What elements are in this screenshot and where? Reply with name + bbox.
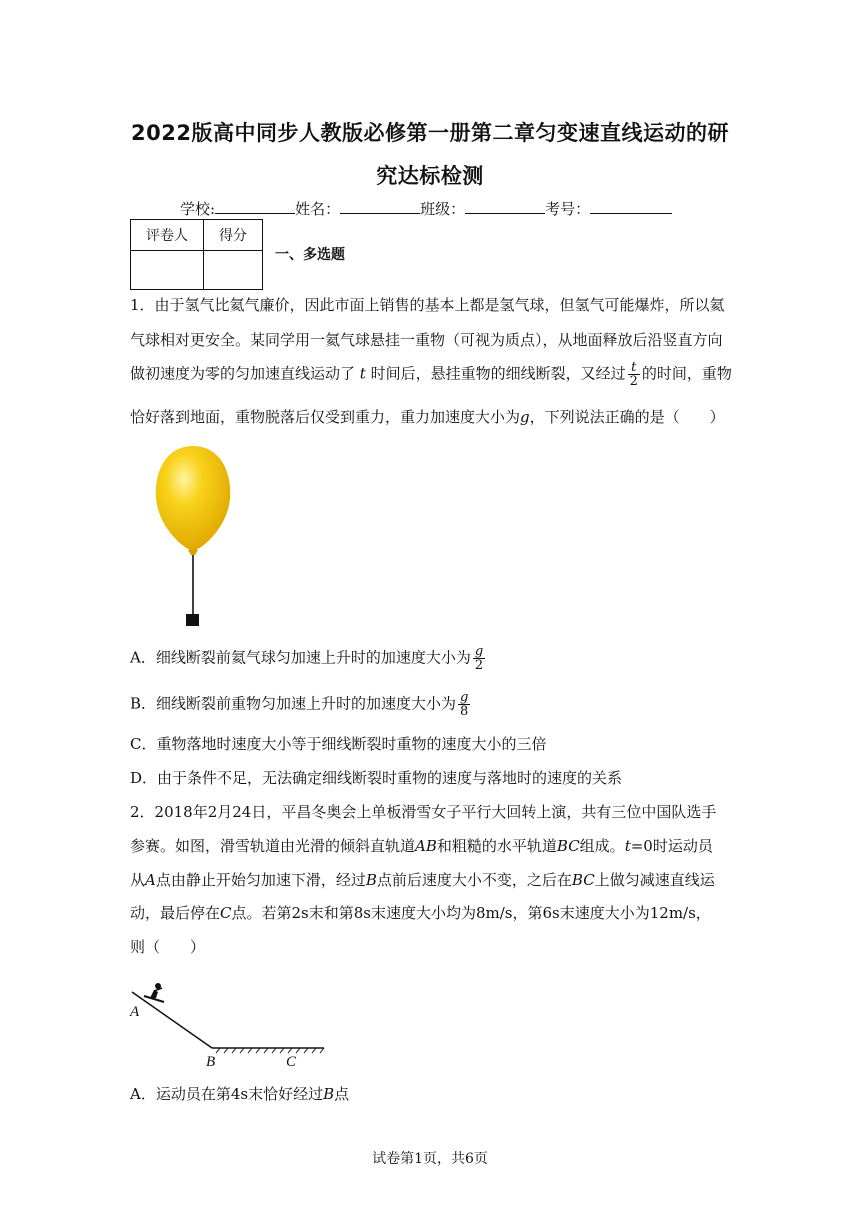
class-blank[interactable] xyxy=(465,199,545,214)
school-blank[interactable] xyxy=(215,199,295,214)
q2-var-ab: AB xyxy=(415,837,437,855)
q1-line-3 xyxy=(130,361,732,388)
q1-line-3-text-c: 的时间，重物 xyxy=(641,364,732,383)
page-title-line-1: 2022版高中同步人教版必修第一册第二章匀变速直线运动的研 xyxy=(131,121,729,145)
q2-line-3: 从A点由静止开始匀加速下滑，经过B点前后速度大小不变，之后在BC上做匀减速直线运 xyxy=(130,871,715,889)
q1-line-3-text-a: 做初速度为零的匀加速直线运动了 xyxy=(130,364,356,383)
name-label: 姓名： xyxy=(295,200,341,218)
q1-line-3-text-b: 时间后，悬挂重物的细线断裂，又经过 xyxy=(370,364,626,383)
q1-line-4-text-b: ，下列说法正确的是（ ） xyxy=(529,408,725,426)
q2-line-5: 则（ ） xyxy=(130,938,206,956)
grader-header: 评卷人 xyxy=(131,220,204,251)
grade-table xyxy=(130,219,263,290)
score-header: 得分 xyxy=(204,220,263,251)
balloon-knot xyxy=(188,550,198,555)
incline-track-ab xyxy=(132,992,212,1048)
q2-line-4: 动，最后停在C点。若第2s末和第8s末速度大小均为8m/s，第6s末速度大小为12m/s， xyxy=(130,904,711,922)
q1-option-d[interactable]: D．由于条件不足，无法确定细线断裂时重物的速度与落地时的速度的关系 xyxy=(130,769,623,787)
q1-line-2: 气球相对更安全。某同学用一氦气球悬挂一重物（可视为质点），从地面释放后沿竖直方向 xyxy=(130,331,723,349)
q1-line-1: 1．由于氢气比氦气廉价，因此市面上销售的基本上都是氢气球，但氢气可能爆炸，所以氦 xyxy=(130,296,725,314)
balloon-body xyxy=(156,446,230,550)
q1-option-b-fraction: $\frac{g}{8}$ xyxy=(460,690,469,719)
label-a: A xyxy=(130,1004,140,1020)
page-footer: 试卷第1页，共6页 xyxy=(372,1151,488,1167)
q1-option-c[interactable]: C．重物落地时速度大小等于细线断裂时重物的速度大小的三倍 xyxy=(130,735,547,753)
balloon-figure xyxy=(148,444,238,630)
q1-var-t: t xyxy=(359,364,366,383)
q1-option-a[interactable]: A．细线断裂前氦气球匀加速上升时的加速度大小为 $\frac{g}{2}$ xyxy=(130,644,484,673)
q2-line-2: 参赛。如图，滑雪轨道由光滑的倾斜直轨道AB和粗糙的水平轨道BC组成。t=0时运动员 xyxy=(130,837,713,855)
label-b: B xyxy=(206,1054,216,1070)
grader-cell[interactable] xyxy=(131,251,204,290)
q2-var-t: t xyxy=(624,837,631,855)
ski-track-figure xyxy=(128,978,328,1070)
q1-fraction-t-over-2: $\frac{t}{2}$ xyxy=(629,360,638,389)
q1-line-4 xyxy=(130,410,725,425)
score-cell[interactable] xyxy=(204,251,263,290)
q1-line-4-text-a: 恰好落到地面，重物脱落后仅受到重力，重力加速度大小为 xyxy=(130,408,521,426)
class-label: 班级： xyxy=(420,200,466,218)
q1-option-a-fraction: $\frac{g}{2}$ xyxy=(474,644,484,673)
skier-icon xyxy=(144,983,164,1002)
section-title-multiple-choice: 一、多选题 xyxy=(275,247,345,263)
label-c: C xyxy=(286,1054,297,1070)
q2-option-a[interactable]: A．运动员在第4s末恰好经过B点 xyxy=(130,1085,350,1103)
q1-var-g: g xyxy=(520,408,530,426)
q2-line-1: 2．2018年2月24日，平昌冬奥会上单板滑雪女子平行大回转上演，共有三位中国队选手 xyxy=(130,803,717,821)
number-label: 考号： xyxy=(545,200,591,218)
q2-var-bc: BC xyxy=(556,837,580,855)
school-label: 学校: xyxy=(180,200,216,218)
student-info-line xyxy=(180,198,672,219)
name-blank[interactable] xyxy=(340,199,420,214)
page-title-line-2: 究达标检测 xyxy=(376,164,484,188)
q1-option-b[interactable]: B．细线断裂前重物匀加速上升时的加速度大小为 $\frac{g}{8}$ xyxy=(130,690,469,719)
hanging-weight xyxy=(186,614,199,626)
number-blank[interactable] xyxy=(590,199,672,214)
